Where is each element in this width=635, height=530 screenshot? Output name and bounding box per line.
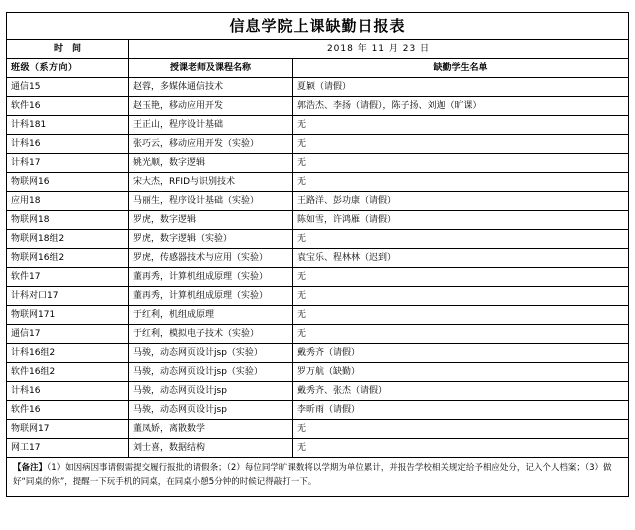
teacher-course-cell: 马骏，动态网页设计jsp（实验）: [129, 344, 293, 363]
report-title: 信息学院上课缺勤日报表: [7, 13, 629, 40]
class-cell: 软件16: [7, 401, 129, 420]
class-cell: 计科181: [7, 116, 129, 135]
table-row: [7, 363, 629, 382]
class-cell: 应用18: [7, 192, 129, 211]
absent-cell: 李昕雨（请假）: [293, 401, 629, 420]
absent-cell: 无: [293, 439, 629, 458]
teacher-course-cell: 董再秀，计算机组成原理（实验）: [129, 287, 293, 306]
class-cell: 通信15: [7, 78, 129, 97]
teacher-course-cell: 刘士喜，数据结构: [129, 439, 293, 458]
absent-cell: 袁宝乐、程林林（迟到）: [293, 249, 629, 268]
table-row: [7, 268, 629, 287]
table-row: [7, 306, 629, 325]
table-row: [7, 211, 629, 230]
absence-report-table: [6, 12, 629, 497]
absent-cell: 罗万航（缺勤）: [293, 363, 629, 382]
table-row: [7, 173, 629, 192]
table-row: [7, 382, 629, 401]
table-row: [7, 230, 629, 249]
class-cell: 物联网18: [7, 211, 129, 230]
note-label: 【备注】: [13, 463, 48, 473]
class-cell: 物联网18组2: [7, 230, 129, 249]
table-row: [7, 344, 629, 363]
time-row: [7, 40, 629, 59]
table-row: [7, 401, 629, 420]
class-cell: 计科16组2: [7, 344, 129, 363]
teacher-course-cell: 董再秀，计算机组成原理（实验）: [129, 268, 293, 287]
time-label: 时 间: [7, 40, 129, 59]
table-row: [7, 154, 629, 173]
class-cell: 通信17: [7, 325, 129, 344]
class-cell: 计科16: [7, 135, 129, 154]
table-row: [7, 97, 629, 116]
absent-cell: 无: [293, 173, 629, 192]
absent-cell: 无: [293, 268, 629, 287]
teacher-course-cell: 于红利，机组成原理: [129, 306, 293, 325]
teacher-course-cell: 罗虎，数字逻辑: [129, 211, 293, 230]
table-row: [7, 78, 629, 97]
table-row: [7, 287, 629, 306]
absent-cell: 王路洋、彭功康（请假）: [293, 192, 629, 211]
teacher-course-cell: 赵玉艳，移动应用开发: [129, 97, 293, 116]
table-row: [7, 325, 629, 344]
absent-cell: 夏颖（请假）: [293, 78, 629, 97]
class-cell: 物联网171: [7, 306, 129, 325]
note-cell: [7, 458, 629, 497]
report-sheet: [6, 12, 628, 497]
teacher-course-cell: 赵蓉，多媒体通信技术: [129, 78, 293, 97]
teacher-course-cell: 罗虎，数字逻辑（实验）: [129, 230, 293, 249]
table-row: [7, 135, 629, 154]
class-cell: 物联网16组2: [7, 249, 129, 268]
class-cell: 软件16组2: [7, 363, 129, 382]
table-row: [7, 116, 629, 135]
teacher-course-cell: 于红利，模拟电子技术（实验）: [129, 325, 293, 344]
absent-cell: 无: [293, 306, 629, 325]
report-date: 2018 年 11 月 23 日: [129, 40, 629, 59]
teacher-course-cell: 宋大杰，RFID与识别技术: [129, 173, 293, 192]
teacher-course-cell: 姚光顺，数字逻辑: [129, 154, 293, 173]
absent-cell: 无: [293, 325, 629, 344]
absent-cell: 无: [293, 154, 629, 173]
absent-cell: 郭浩杰、李扬（请假），陈子扬、刘迦（旷课）: [293, 97, 629, 116]
teacher-course-cell: 马骏，动态网页设计jsp: [129, 401, 293, 420]
absent-cell: 无: [293, 116, 629, 135]
teacher-course-cell: 董凤娇，离散数学: [129, 420, 293, 439]
absent-cell: 戴秀齐、张杰（请假）: [293, 382, 629, 401]
absent-cell: 戴秀齐（请假）: [293, 344, 629, 363]
table-row: [7, 249, 629, 268]
absent-cell: 无: [293, 230, 629, 249]
class-cell: 计科对口17: [7, 287, 129, 306]
header-row: [7, 59, 629, 78]
table-row: [7, 192, 629, 211]
table-row: [7, 420, 629, 439]
absent-cell: 无: [293, 420, 629, 439]
class-cell: 计科17: [7, 154, 129, 173]
absent-cell: 无: [293, 287, 629, 306]
class-cell: 计科16: [7, 382, 129, 401]
class-cell: 物联网17: [7, 420, 129, 439]
header-absent: 缺勤学生名单: [293, 59, 629, 78]
class-cell: 网工17: [7, 439, 129, 458]
note-text: （1）如因病因事请假需提交履行报批的请假条；（2）每位同学旷课数将以学期为单位累计，并报告学校相关规定给予相应处分，记入个人档案；（3）做好“同桌的你”，提醒一下玩手机的同桌，在同桌小憩5分钟的时候记得敲打一下。: [13, 463, 612, 487]
class-cell: 物联网16: [7, 173, 129, 192]
teacher-course-cell: 马骏，动态网页设计jsp: [129, 382, 293, 401]
header-teacher-course: 授课老师及课程名称: [129, 59, 293, 78]
absent-cell: 无: [293, 135, 629, 154]
note-row: [7, 458, 629, 497]
teacher-course-cell: 马丽生，程序设计基础（实验）: [129, 192, 293, 211]
teacher-course-cell: 马骏，动态网页设计jsp（实验）: [129, 363, 293, 382]
header-class: 班级（系方向）: [7, 59, 129, 78]
teacher-course-cell: 王正山，程序设计基础: [129, 116, 293, 135]
teacher-course-cell: 张巧云，移动应用开发（实验）: [129, 135, 293, 154]
class-cell: 软件16: [7, 97, 129, 116]
table-row: [7, 439, 629, 458]
absent-cell: 陈如雪，许鸿雁（请假）: [293, 211, 629, 230]
title-row: [7, 13, 629, 40]
class-cell: 软件17: [7, 268, 129, 287]
teacher-course-cell: 罗虎，传感器技术与应用（实验）: [129, 249, 293, 268]
